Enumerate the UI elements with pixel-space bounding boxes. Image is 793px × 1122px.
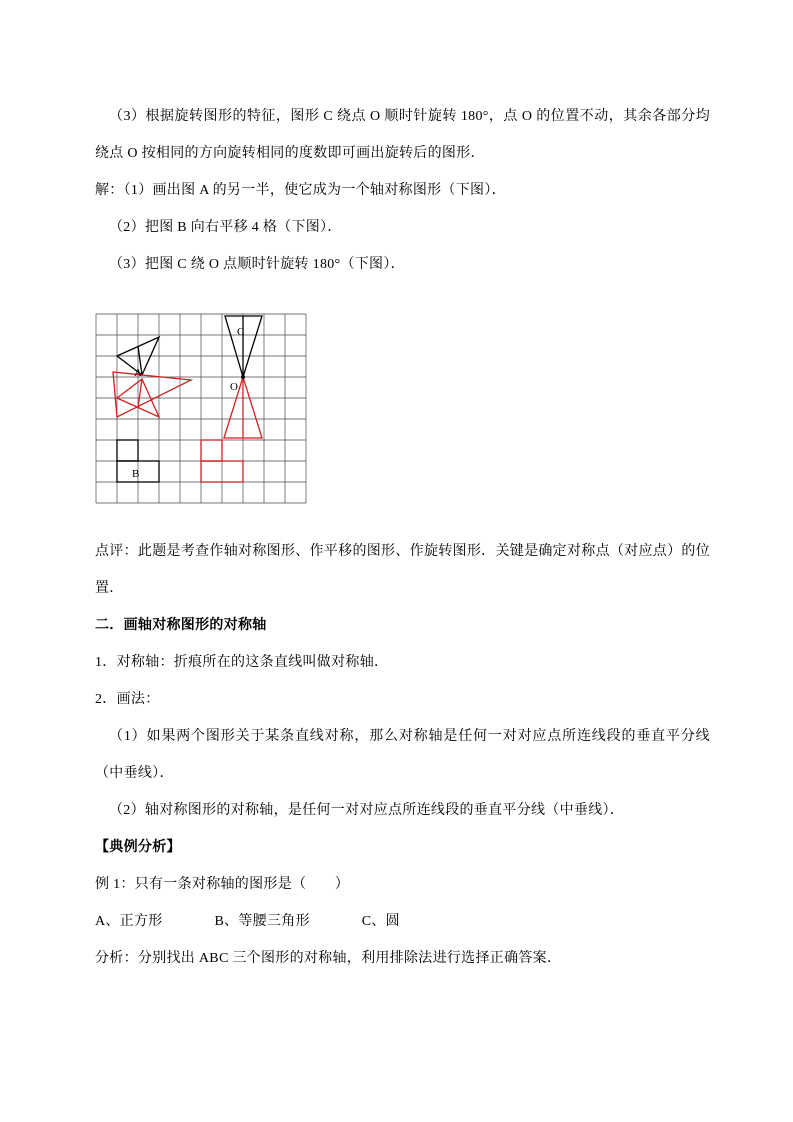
- figure-a-label: A: [134, 367, 142, 379]
- section-heading-symmetry-axis: 二．画轴对称图形的对称轴: [95, 618, 267, 633]
- figure-c-label: C: [237, 326, 245, 338]
- paragraph-example1-question: 例 1：只有一条对称轴的图形是（ ）: [95, 877, 350, 892]
- grid-figure: [95, 313, 710, 509]
- heading-example-analysis: 【典例分析】: [95, 840, 181, 855]
- paragraph-solution-step3: （3）把图 C 绕 O 点顺时针旋转 180°（下图）．: [109, 257, 405, 272]
- paragraph-solution-step2: （2）把图 B 向右平移 4 格（下图）．: [109, 220, 342, 235]
- example1-options-row: [95, 903, 710, 940]
- figure-a-mirror-inner-line: [138, 379, 142, 408]
- paragraph-method-1: （1）如果两个图形关于某条直线对称，那么对称轴是任何一对对应点所连线段的垂直平分线（中垂线）．: [95, 729, 710, 781]
- figure-a-symmetric-completion: [113, 372, 191, 417]
- figure-b-translated-top-square: [201, 440, 222, 461]
- figure-b-label: B: [132, 468, 140, 480]
- paragraph-solution-step1: 解：（1）画出图 A 的另一半，使它成为一个轴对称图形（下图）．: [95, 183, 506, 198]
- figure-a-pennant-triangle: [113, 372, 191, 417]
- figure-b-top-square: [117, 440, 138, 461]
- paragraph-rotation-rule: （3）根据旋转图形的特征，图形 C 绕点 O 顺时针旋转 180°，点 O 的位置不动，其余各部分均绕点 O 按相同的方向旋转相同的度数即可画出旋转后的图形．: [95, 109, 710, 161]
- paragraph-method-2: （2）轴对称图形的对称轴，是任何一对对应点所连线段的垂直平分线（中垂线）．: [109, 803, 625, 818]
- rotation-center-label: O: [230, 381, 238, 393]
- paragraph-drawing-method: 2．画法：: [95, 692, 160, 707]
- paragraph-axis-definition: 1．对称轴：折痕所在的这条直线叫做对称轴．: [95, 655, 389, 670]
- example1-option-b: B、等腰三角形: [214, 914, 310, 929]
- paragraph-example1-analysis: 分析：分别找出 ABC 三个图形的对称轴，利用排除法进行选择正确答案．: [95, 951, 562, 966]
- paragraph-comment: 点评：此题是考查作轴对称图形、作平移的图形、作旋转图形．关键是确定对称点（对应点）的位置．: [95, 544, 710, 596]
- example1-option-c: C、圆: [361, 914, 400, 929]
- example1-option-a: A、正方形: [95, 914, 163, 929]
- rotation-center-point: [241, 375, 245, 379]
- transformations-grid-diagram: [95, 313, 307, 504]
